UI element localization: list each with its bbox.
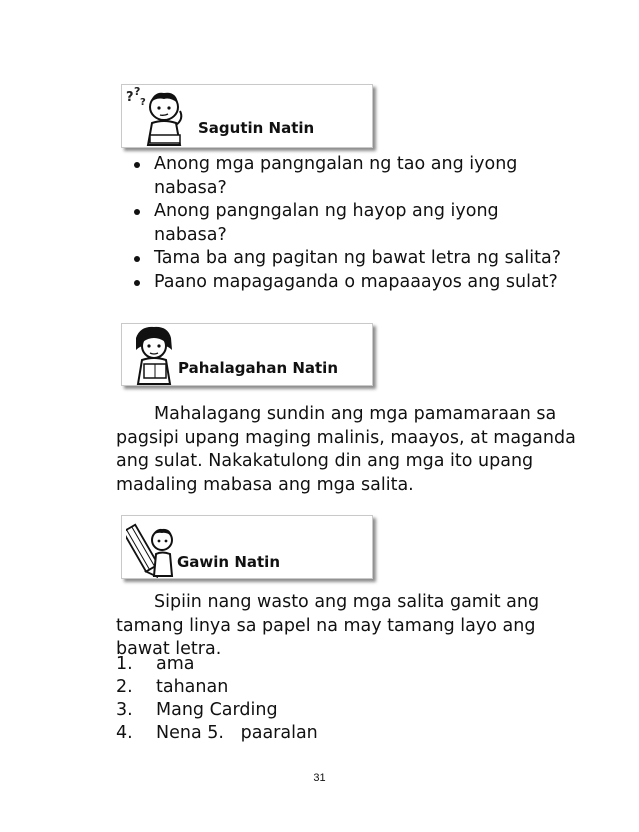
word-list (116, 653, 318, 745)
list-item: Anong mga pangngalan ng tao ang iyong nabasa? (132, 153, 572, 200)
section-title-sagutin: Sagutin Natin (198, 119, 315, 137)
values-text: Mahalagang sundin ang mga pamamaraan sa pagsipi upang maging malinis, maayos, at maganda ang sulat. Nakakatulong din ang mga ito upang madaling mabasa ang mga salita. (116, 404, 576, 495)
child-with-pencil-icon (126, 516, 181, 578)
list-item: Tama ba ang pagitan ng bawat letra ng salita? (132, 247, 572, 271)
item-number: 2. (116, 677, 133, 697)
questions-list (132, 153, 572, 294)
list-item (116, 699, 318, 722)
instruction-paragraph (116, 591, 556, 662)
svg-text:?: ? (134, 85, 141, 98)
list-item (116, 676, 318, 699)
reading-girl-icon (126, 324, 181, 385)
pahalagahan-natin-box (121, 323, 373, 386)
section-title-gawin: Gawin Natin (177, 553, 281, 571)
item-text: Nena 5. paaralan (156, 723, 318, 743)
list-item: Paano mapagaganda o mapaaayos ang sulat? (132, 271, 572, 295)
gawin-natin-box (121, 515, 373, 579)
item-text: Mang Carding (156, 700, 278, 720)
svg-text:?: ? (126, 90, 134, 105)
item-text: ama (156, 654, 195, 674)
svg-text:?: ? (140, 97, 146, 108)
instruction-text: Sipiin nang wasto ang mga salita gamit ang tamang linya sa papel na may tamang layo ang bawat letra. (116, 592, 540, 659)
list-item (116, 653, 318, 676)
thinking-child-icon (124, 85, 194, 147)
page-number: 31 (313, 772, 326, 784)
list-item: Anong pangngalan ng hayop ang iyong nabasa? (132, 200, 572, 247)
item-number: 1. (116, 654, 133, 674)
section-title-pahalagahan: Pahalagahan Natin (178, 359, 339, 377)
item-text: tahanan (156, 677, 229, 697)
sagutin-natin-box (121, 84, 373, 148)
values-paragraph (116, 403, 576, 497)
list-item (116, 722, 318, 745)
item-number: 4. (116, 723, 133, 743)
item-number: 3. (116, 700, 133, 720)
